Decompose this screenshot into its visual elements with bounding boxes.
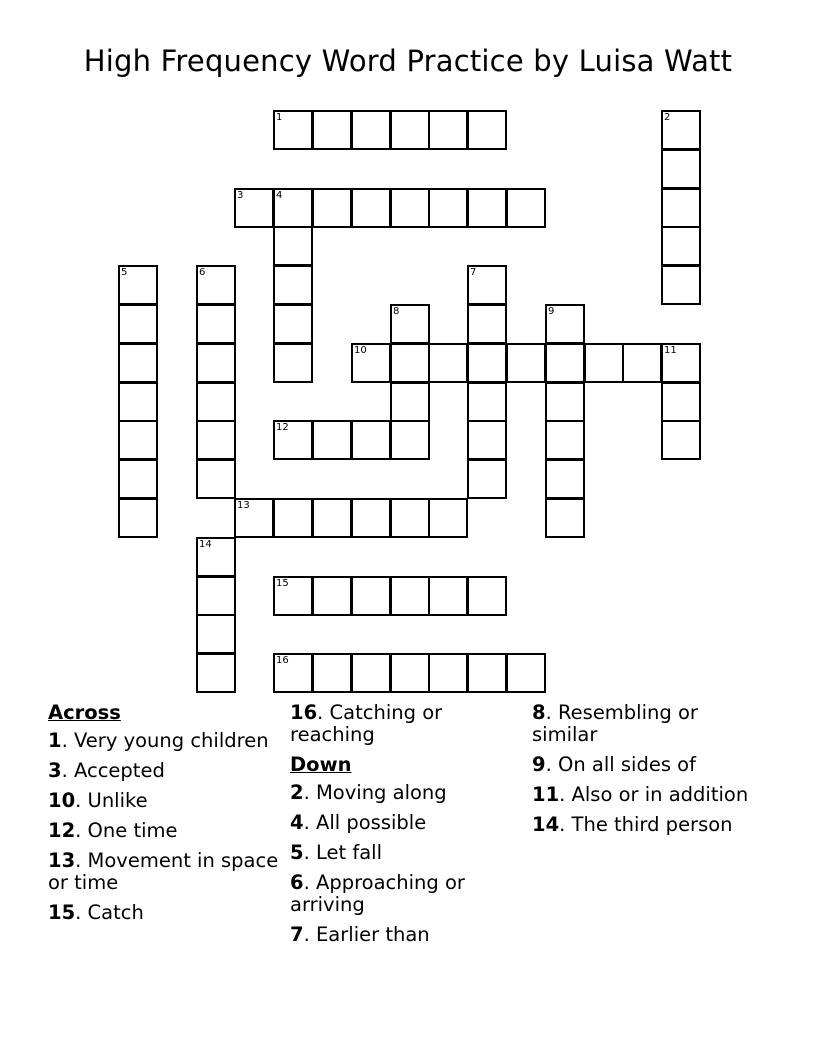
grid-cell[interactable] <box>467 304 507 344</box>
grid-cell[interactable] <box>390 188 430 228</box>
grid-cell[interactable] <box>467 343 507 383</box>
grid-cell[interactable] <box>118 343 158 383</box>
grid-cell[interactable] <box>622 343 662 383</box>
grid-cell[interactable] <box>545 343 585 383</box>
clue-across-12: 12. One time <box>48 819 178 842</box>
grid-cell[interactable] <box>545 459 585 499</box>
grid-cell[interactable] <box>273 188 313 228</box>
down-heading: Down <box>290 753 352 776</box>
clue-number: 13 <box>237 500 250 511</box>
grid-cell[interactable] <box>661 188 701 228</box>
clue-number: 1 <box>276 112 283 123</box>
grid-cell[interactable] <box>351 420 391 460</box>
clue-number: 10 <box>354 345 367 356</box>
grid-cell[interactable] <box>467 420 507 460</box>
grid-cell[interactable] <box>196 653 236 693</box>
grid-cell[interactable] <box>273 265 313 305</box>
clue-across-13: 13. Movement in space or time <box>48 849 279 894</box>
clue-number: 4 <box>276 190 283 201</box>
grid-cell[interactable] <box>428 110 468 150</box>
grid-cell[interactable] <box>390 304 430 344</box>
grid-cell[interactable] <box>196 265 236 305</box>
grid-cell[interactable] <box>351 576 391 616</box>
clue-down-6: 6. Approaching or arriving <box>290 871 465 916</box>
grid-cell[interactable] <box>118 420 158 460</box>
grid-cell[interactable] <box>196 459 236 499</box>
grid-cell[interactable] <box>545 382 585 422</box>
grid-cell[interactable] <box>467 576 507 616</box>
grid-cell[interactable] <box>196 614 236 654</box>
clue-number: 12 <box>276 422 289 433</box>
grid-cell[interactable] <box>390 110 430 150</box>
grid-cell[interactable] <box>390 382 430 422</box>
clues-column-1 <box>48 702 280 932</box>
clue-number: 8 <box>393 306 400 317</box>
grid-cell[interactable] <box>390 343 430 383</box>
grid-cell[interactable] <box>196 420 236 460</box>
grid-cell[interactable] <box>196 382 236 422</box>
grid-cell[interactable] <box>428 498 468 538</box>
clue-across-1: 1. Very young children <box>48 729 269 752</box>
grid-cell[interactable] <box>118 459 158 499</box>
grid-cell[interactable] <box>661 265 701 305</box>
clue-number: 5 <box>121 267 128 278</box>
grid-cell[interactable] <box>467 382 507 422</box>
grid-cell[interactable] <box>428 653 468 693</box>
clue-across-10: 10. Unlike <box>48 789 148 812</box>
clue-across-16: 16. Catching or reaching <box>290 701 443 746</box>
grid-cell[interactable] <box>545 498 585 538</box>
grid-cell[interactable] <box>118 265 158 305</box>
grid-cell[interactable] <box>390 653 430 693</box>
clue-number: 9 <box>548 306 555 317</box>
grid-cell[interactable] <box>661 149 701 189</box>
grid-cell[interactable] <box>196 304 236 344</box>
grid-cell[interactable] <box>545 420 585 460</box>
grid-cell[interactable] <box>467 188 507 228</box>
grid-cell[interactable] <box>351 498 391 538</box>
clue-down-9: 9. On all sides of <box>532 753 696 776</box>
clue-down-8: 8. Resembling or similar <box>532 701 698 746</box>
grid-cell[interactable] <box>506 653 546 693</box>
grid-cell[interactable] <box>467 110 507 150</box>
grid-cell[interactable] <box>428 188 468 228</box>
grid-cell[interactable] <box>467 459 507 499</box>
grid-cell[interactable] <box>234 188 274 228</box>
grid-cell[interactable] <box>661 343 701 383</box>
grid-cell[interactable] <box>312 576 352 616</box>
grid-cell[interactable] <box>506 343 546 383</box>
grid-cell[interactable] <box>351 188 391 228</box>
grid-cell[interactable] <box>545 304 585 344</box>
grid-cell[interactable] <box>661 420 701 460</box>
clues-column-3 <box>532 702 764 844</box>
puzzle-title: High Frequency Word Practice by Luisa Watt <box>83 44 733 78</box>
grid-cell[interactable] <box>312 653 352 693</box>
grid-cell[interactable] <box>351 343 391 383</box>
clue-down-2: 2. Moving along <box>290 781 447 804</box>
clue-number: 11 <box>664 345 677 356</box>
across-heading: Across <box>48 701 121 724</box>
grid-cell[interactable] <box>273 343 313 383</box>
grid-cell[interactable] <box>234 498 274 538</box>
grid-cell[interactable] <box>273 420 313 460</box>
grid-cell[interactable] <box>312 188 352 228</box>
clue-across-15: 15. Catch <box>48 901 144 924</box>
grid-cell[interactable] <box>661 226 701 266</box>
clue-number: 2 <box>664 112 671 123</box>
grid-cell[interactable] <box>506 188 546 228</box>
clue-number: 3 <box>237 190 244 201</box>
grid-cell[interactable] <box>196 576 236 616</box>
clue-number: 14 <box>199 539 212 550</box>
grid-cell[interactable] <box>428 343 468 383</box>
grid-cell[interactable] <box>390 576 430 616</box>
grid-cell[interactable] <box>390 420 430 460</box>
grid-cell[interactable] <box>351 653 391 693</box>
clue-number: 7 <box>470 267 477 278</box>
grid-cell[interactable] <box>467 265 507 305</box>
grid-cell[interactable] <box>661 382 701 422</box>
grid-cell[interactable] <box>273 304 313 344</box>
clue-down-14: 14. The third person <box>532 813 733 836</box>
grid-cell[interactable] <box>273 576 313 616</box>
clue-number: 15 <box>276 578 289 589</box>
clue-down-7: 7. Earlier than <box>290 923 430 946</box>
grid-cell[interactable] <box>273 110 313 150</box>
grid-cell[interactable] <box>312 420 352 460</box>
grid-cell[interactable] <box>312 498 352 538</box>
clues-column-2 <box>290 702 522 954</box>
grid-cell[interactable] <box>312 110 352 150</box>
grid-cell[interactable] <box>584 343 624 383</box>
clue-number: 6 <box>199 267 206 278</box>
grid-cell[interactable] <box>118 498 158 538</box>
grid-cell[interactable] <box>196 537 236 577</box>
grid-cell[interactable] <box>428 576 468 616</box>
clue-down-5: 5. Let fall <box>290 841 382 864</box>
grid-cell[interactable] <box>273 226 313 266</box>
clue-number: 16 <box>276 655 289 666</box>
clue-across-3: 3. Accepted <box>48 759 165 782</box>
clue-down-11: 11. Also or in addition <box>532 783 749 806</box>
grid-cell[interactable] <box>118 382 158 422</box>
grid-cell[interactable] <box>390 498 430 538</box>
clue-down-4: 4. All possible <box>290 811 427 834</box>
grid-cell[interactable] <box>351 110 391 150</box>
grid-cell[interactable] <box>661 110 701 150</box>
grid-cell[interactable] <box>118 304 158 344</box>
grid-cell[interactable] <box>196 343 236 383</box>
grid-cell[interactable] <box>467 653 507 693</box>
grid-cell[interactable] <box>273 498 313 538</box>
grid-cell[interactable] <box>273 653 313 693</box>
